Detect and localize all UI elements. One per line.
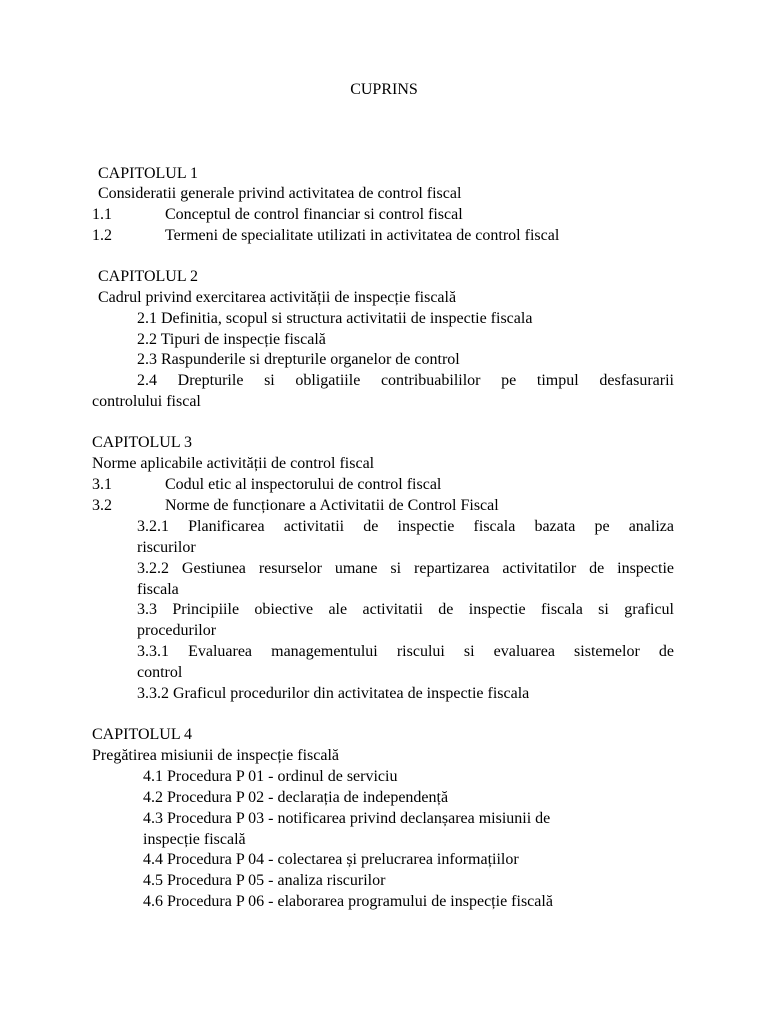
toc-entry: 4.3 Procedura P 03 - notificarea privind declanșarea misiunii de <box>143 810 551 827</box>
toc-entry: 4.1 Procedura P 01 - ordinul de serviciu <box>143 768 398 785</box>
chapter-3-heading: CAPITOLUL 3 <box>92 434 192 451</box>
toc-entry: 3.3.1 Evaluarea managementului riscului si evaluarea sistemelor de <box>137 643 674 660</box>
toc-entry-continuation: procedurilor <box>137 622 217 639</box>
toc-number: 3.1 <box>92 476 112 493</box>
toc-entry: 3.2.2 Gestiunea resurselor umane si repartizarea activitatilor de inspectie <box>137 560 674 577</box>
chapter-4-heading: CAPITOLUL 4 <box>92 726 192 743</box>
toc-entry: 2.3 Raspunderile si drepturile organelor de control <box>137 351 460 368</box>
toc-number: 1.1 <box>92 206 112 223</box>
toc-entry-continuation: fiscala <box>137 581 179 598</box>
page-title: CUPRINS <box>350 81 418 98</box>
toc-entry: 3.3 Principiile obiective ale activitatii de inspectie fiscala si graficul <box>137 601 674 618</box>
chapter-1-heading: CAPITOLUL 1 <box>98 165 198 182</box>
toc-entry: 2.1 Definitia, scopul si structura activitatii de inspectie fiscala <box>137 310 533 327</box>
toc-entry: 4.4 Procedura P 04 - colectarea și prelucrarea informațiilor <box>143 851 519 868</box>
toc-entry: 2.2 Tipuri de inspecție fiscală <box>137 331 326 348</box>
toc-entry: Norme de funcționare a Activitatii de Control Fiscal <box>165 497 499 514</box>
toc-entry-continuation: controlului fiscal <box>92 393 201 410</box>
toc-entry: 4.6 Procedura P 06 - elaborarea programului de inspecție fiscală <box>143 893 553 910</box>
toc-entry-continuation: control <box>137 664 183 681</box>
toc-entry: 3.3.2 Graficul procedurilor din activitatea de inspectie fiscala <box>137 685 530 702</box>
toc-entry: 3.2.1 Planificarea activitatii de inspectie fiscala bazata pe analiza <box>137 518 674 535</box>
chapter-2-subtitle: Cadrul privind exercitarea activității de inspecție fiscală <box>98 289 457 306</box>
toc-entry: Conceptul de control financiar si control fiscal <box>165 206 463 223</box>
chapter-3-subtitle: Norme aplicabile activității de control fiscal <box>92 455 375 472</box>
toc-entry-continuation: riscurilor <box>137 539 196 556</box>
toc-entry: 2.4 Drepturile si obligatiile contribuabililor pe timpul desfasurarii <box>137 372 674 389</box>
chapter-4-subtitle: Pregătirea misiunii de inspecție fiscală <box>92 747 340 764</box>
chapter-1-subtitle: Consideratii generale privind activitatea de control fiscal <box>98 185 462 202</box>
toc-entry: Codul etic al inspectorului de control fiscal <box>165 476 442 493</box>
toc-number: 3.2 <box>92 497 112 514</box>
chapter-2-heading: CAPITOLUL 2 <box>98 268 198 285</box>
toc-number: 1.2 <box>92 227 112 244</box>
toc-entry-continuation: inspecție fiscală <box>143 831 246 848</box>
toc-entry: Termeni de specialitate utilizati in activitatea de control fiscal <box>165 227 560 244</box>
toc-entry: 4.2 Procedura P 02 - declarația de independență <box>143 789 449 806</box>
toc-entry: 4.5 Procedura P 05 - analiza riscurilor <box>143 872 386 889</box>
